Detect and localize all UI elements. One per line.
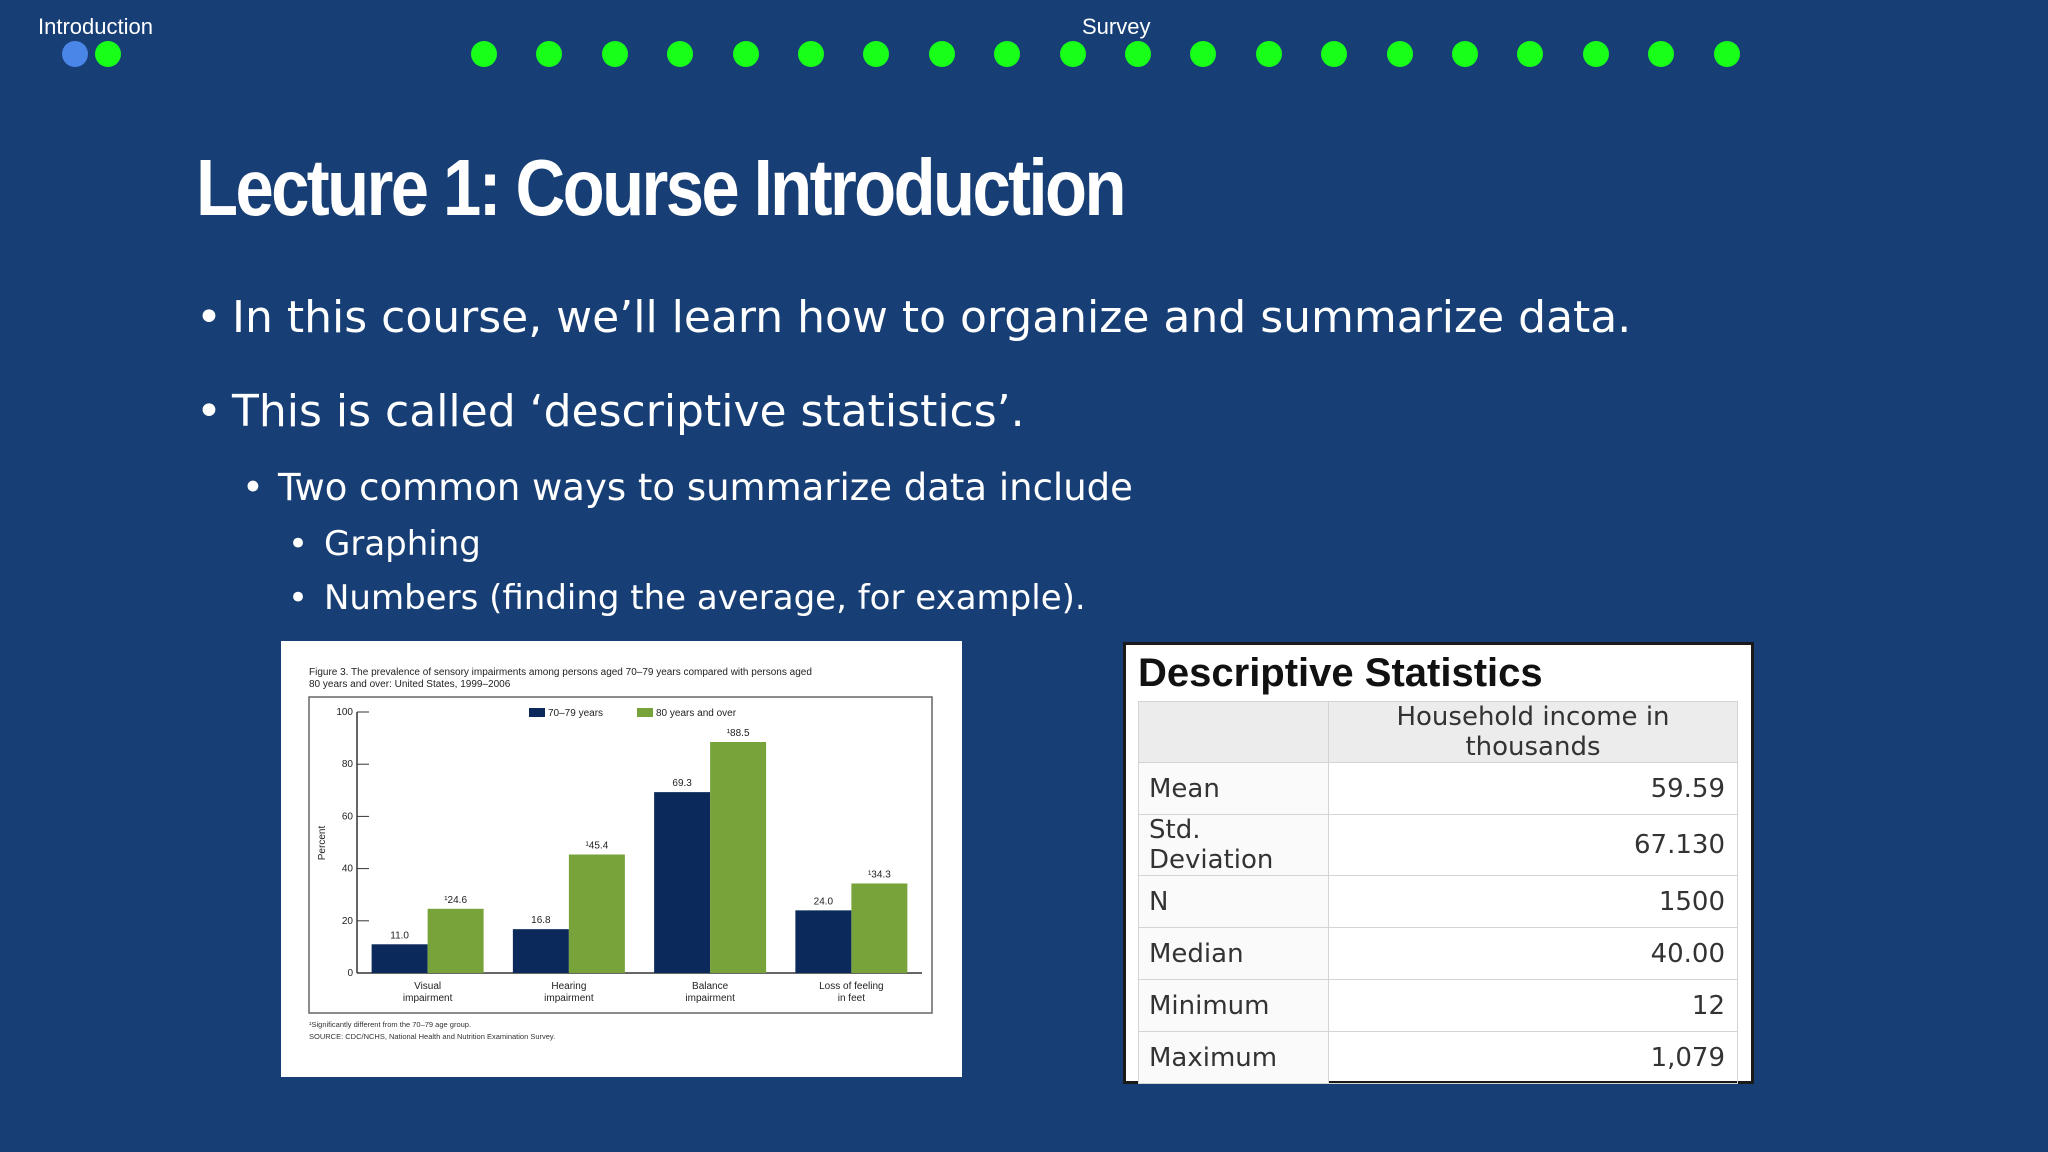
- header-blank-cell: [1139, 702, 1329, 763]
- nav-dot[interactable]: [1256, 41, 1282, 67]
- nav-section-introduction[interactable]: Introduction: [38, 14, 153, 39]
- row-label: Median: [1139, 928, 1329, 980]
- bar: [851, 883, 907, 973]
- chart-title-line-1: Figure 3. The prevalence of sensory impairments among persons aged 70–79 years compared with persons aged: [309, 667, 812, 678]
- bar-chart-figure: [281, 641, 962, 1077]
- nav-dot[interactable]: [798, 41, 824, 67]
- x-tick-label: Hearing: [551, 981, 587, 992]
- bullet-text: In this course, we’ll learn how to organize and summarize data.: [232, 292, 1632, 343]
- table-row: [1139, 815, 1738, 876]
- data-label: 24.0: [813, 896, 834, 908]
- bullet-level-1: [196, 292, 1631, 343]
- table-header-row: [1139, 702, 1738, 763]
- table-row: [1139, 928, 1738, 980]
- y-tick-label: 40: [341, 863, 353, 875]
- nav-dot[interactable]: [536, 41, 562, 67]
- legend-label: 80 years and over: [656, 708, 737, 719]
- bullet-text: Two common ways to summarize data include: [278, 466, 1133, 509]
- row-label: N: [1139, 876, 1329, 928]
- bar: [710, 742, 766, 973]
- x-tick-label: Visual: [414, 981, 442, 992]
- row-label: Mean: [1139, 763, 1329, 815]
- bar: [795, 910, 851, 973]
- x-tick-label: Loss of feeling: [819, 981, 884, 992]
- table-row: [1139, 763, 1738, 815]
- bullet-text: This is called ‘descriptive statistics’.: [232, 386, 1025, 437]
- y-tick-label: 20: [341, 915, 353, 927]
- y-axis-label: Percent: [317, 825, 328, 861]
- x-tick-label: impairment: [544, 993, 594, 1004]
- y-tick-label: 100: [336, 707, 353, 718]
- row-value: 12: [1329, 980, 1738, 1032]
- x-tick-label: impairment: [685, 993, 735, 1004]
- row-value: 1500: [1329, 876, 1738, 928]
- column-header: Household income in thousands: [1329, 702, 1738, 763]
- bar: [372, 944, 428, 973]
- nav-dot[interactable]: [1125, 41, 1151, 67]
- bullet-text: Graphing: [324, 524, 481, 564]
- data-label: ¹45.4: [585, 840, 609, 852]
- nav-dot[interactable]: [1452, 41, 1478, 67]
- row-label: Minimum: [1139, 980, 1329, 1032]
- nav-dot[interactable]: [1387, 41, 1413, 67]
- chart-title-line-2: 80 years and over: United States, 1999–2006: [309, 679, 511, 690]
- stats-table: [1138, 701, 1738, 1084]
- row-value: 59.59: [1329, 763, 1738, 815]
- nav-section-survey[interactable]: Survey: [1082, 14, 1151, 39]
- x-tick-label: impairment: [402, 993, 453, 1004]
- y-tick-label: 0: [347, 968, 353, 979]
- nav-dot[interactable]: [1583, 41, 1609, 67]
- nav-dot[interactable]: [62, 41, 88, 67]
- row-value: 1,079: [1329, 1032, 1738, 1084]
- nav-dot[interactable]: [602, 41, 628, 67]
- bullet-level-3: [288, 524, 481, 564]
- legend-label: 70–79 years: [548, 708, 604, 719]
- nav-dot[interactable]: [95, 41, 121, 67]
- bar: [654, 792, 710, 973]
- bullet-level-1: [196, 386, 1025, 437]
- bullet-text: Numbers (finding the average, for example).: [324, 578, 1086, 618]
- bar: [569, 855, 625, 973]
- bullet-level-3: [288, 578, 1086, 618]
- bullet-mark: •: [288, 524, 309, 564]
- bullet-mark: •: [242, 466, 264, 509]
- descriptive-statistics-panel: [1123, 642, 1754, 1084]
- data-label: 11.0: [390, 930, 409, 942]
- table-row: [1139, 980, 1738, 1032]
- nav-dot[interactable]: [1714, 41, 1740, 67]
- row-value: 67.130: [1329, 815, 1738, 876]
- legend-swatch: [637, 708, 653, 717]
- nav-dot[interactable]: [1060, 41, 1086, 67]
- bullet-level-2: [242, 466, 1133, 509]
- table-row: [1139, 876, 1738, 928]
- y-tick-label: 60: [341, 811, 353, 823]
- nav-dot[interactable]: [994, 41, 1020, 67]
- table-row: [1139, 1032, 1738, 1084]
- data-label: 69.3: [672, 778, 692, 790]
- data-label: ¹88.5: [726, 728, 750, 740]
- row-label: Std. Deviation: [1139, 815, 1329, 876]
- nav-dot[interactable]: [667, 41, 693, 67]
- nav-dot[interactable]: [1190, 41, 1216, 67]
- chart-footnote: ¹Significantly different from the 70–79 age group.: [309, 1020, 472, 1029]
- bullet-mark: •: [196, 292, 222, 343]
- data-label: ¹34.3: [867, 869, 891, 881]
- nav-dot[interactable]: [1321, 41, 1347, 67]
- slide-title: Lecture 1: Course Introduction: [196, 143, 1124, 232]
- x-tick-label: in feet: [837, 993, 865, 1004]
- x-tick-label: Balance: [692, 981, 729, 992]
- chart-source: SOURCE: CDC/NCHS, National Health and Nutrition Examination Survey.: [309, 1032, 556, 1041]
- stats-title: Descriptive Statistics: [1138, 651, 1543, 695]
- y-tick-label: 80: [341, 759, 353, 771]
- bar: [428, 909, 484, 973]
- nav-dot[interactable]: [471, 41, 497, 67]
- bullet-mark: •: [196, 386, 222, 437]
- nav-dot[interactable]: [929, 41, 955, 67]
- nav-dot[interactable]: [863, 41, 889, 67]
- legend-swatch: [529, 708, 545, 717]
- bar: [513, 929, 569, 973]
- row-label: Maximum: [1139, 1032, 1329, 1084]
- row-value: 40.00: [1329, 928, 1738, 980]
- bar-chart: [281, 641, 962, 1077]
- nav-dot[interactable]: [1648, 41, 1674, 67]
- data-label: ¹24.6: [444, 894, 468, 906]
- nav-dot[interactable]: [1517, 41, 1543, 67]
- data-label: 16.8: [531, 915, 551, 927]
- nav-dot[interactable]: [733, 41, 759, 67]
- bullet-mark: •: [288, 578, 309, 618]
